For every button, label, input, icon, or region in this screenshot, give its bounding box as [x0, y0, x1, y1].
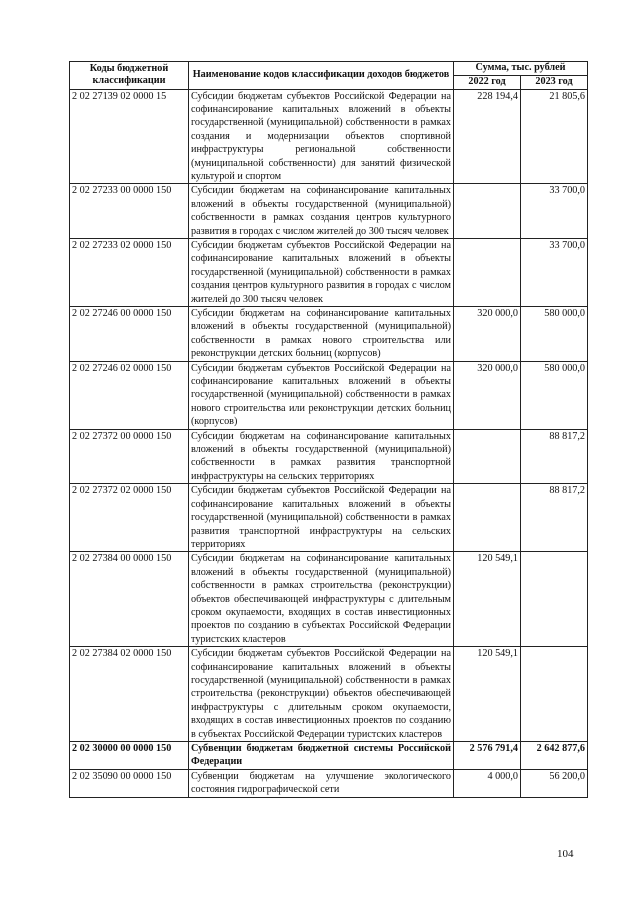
row-sum-2023: 56 200,0: [521, 769, 588, 797]
row-code: 2 02 27139 02 0000 15: [70, 89, 189, 184]
budget-table: [69, 61, 588, 798]
row-sum-2022: [454, 184, 521, 239]
row-name: Субсидии бюджетам на софинансирование капитальных вложений в объекты государственной (муниципальной) собственности в рамках развития транспортной инфраструктуры на сельских территориях: [189, 429, 454, 484]
row-name: Субсидии бюджетам на софинансирование капитальных вложений в объекты государственной (муниципальной) собственности в рамках создания центров культурного развития в городах с числом жителей до 300 тысяч человек: [189, 184, 454, 239]
table-row: [70, 769, 588, 797]
header-code: Коды бюджетной классификации: [70, 62, 189, 90]
row-code: 2 02 27246 00 0000 150: [70, 307, 189, 362]
row-sum-2022: 120 549,1: [454, 552, 521, 647]
row-sum-2022: [454, 238, 521, 306]
table-row: [70, 238, 588, 306]
row-code: 2 02 27384 02 0000 150: [70, 647, 189, 742]
row-sum-2023: 88 817,2: [521, 484, 588, 552]
row-sum-2023: 33 700,0: [521, 184, 588, 239]
row-name: Субсидии бюджетам на софинансирование капитальных вложений в объекты государственной (муниципальной) собственности в рамках нового строительства или реконструкции детских больниц (корпусов): [189, 307, 454, 362]
table-row: [70, 184, 588, 239]
table-body: [70, 89, 588, 797]
row-sum-2022: 320 000,0: [454, 307, 521, 362]
row-sum-2023: [521, 647, 588, 742]
table-row: [70, 361, 588, 429]
table-row: [70, 552, 588, 647]
table-row: [70, 89, 588, 184]
table-row: [70, 742, 588, 770]
table-row: [70, 484, 588, 552]
row-code: 2 02 27246 02 0000 150: [70, 361, 189, 429]
row-sum-2022: [454, 429, 521, 484]
row-sum-2023: 88 817,2: [521, 429, 588, 484]
row-code: 2 02 27233 00 0000 150: [70, 184, 189, 239]
row-sum-2023: [521, 552, 588, 647]
row-sum-2023: 580 000,0: [521, 361, 588, 429]
row-code: 2 02 27372 00 0000 150: [70, 429, 189, 484]
table-row: [70, 307, 588, 362]
row-name: Субсидии бюджетам субъектов Российской Федерации на софинансирование капитальных вложений в объекты государственной (муниципальной) собственности в рамках нового строительства или реконструкции детских больниц (корпусов): [189, 361, 454, 429]
row-code: 2 02 27372 02 0000 150: [70, 484, 189, 552]
header-sum: Сумма, тыс. рублей: [454, 62, 588, 76]
row-sum-2022: 228 194,4: [454, 89, 521, 184]
row-sum-2023: 21 805,6: [521, 89, 588, 184]
row-sum-2023: 33 700,0: [521, 238, 588, 306]
table-row: [70, 647, 588, 742]
row-name: Субсидии бюджетам субъектов Российской Федерации на софинансирование капитальных вложений в объекты государственной (муниципальной) собственности в рамках создания центров культурного развития в городах с числом жителей до 300 тысяч человек: [189, 238, 454, 306]
row-name: Субсидии бюджетам субъектов Российской Федерации на софинансирование капитальных вложений в объекты государственной (муниципальной) собственности в рамках строительства (реконструкции) объектов обеспечивающей инфраструктуры с длительным сроком окупаемости, входящих в состав инвестиционных проектов по созданию в субъектах Российской Федерации туристских кластеров: [189, 647, 454, 742]
row-name: Субвенции бюджетам бюджетной системы Российской Федерации: [189, 742, 454, 770]
header-year-2023: 2023 год: [521, 76, 588, 90]
row-sum-2022: 120 549,1: [454, 647, 521, 742]
row-sum-2022: 2 576 791,4: [454, 742, 521, 770]
header-name: Наименование кодов классификации доходов бюджетов: [189, 62, 454, 90]
row-name: Субсидии бюджетам субъектов Российской Федерации на софинансирование капитальных вложений в объекты государственной (муниципальной) собственности в рамках развития транспортной инфраструктуры на сельских территориях: [189, 484, 454, 552]
page-number: 104: [557, 848, 574, 860]
row-sum-2023: 580 000,0: [521, 307, 588, 362]
header-year-2022: 2022 год: [454, 76, 521, 90]
row-code: 2 02 35090 00 0000 150: [70, 769, 189, 797]
row-sum-2022: 4 000,0: [454, 769, 521, 797]
row-sum-2023: 2 642 877,6: [521, 742, 588, 770]
row-name: Субсидии бюджетам на софинансирование капитальных вложений в объекты государственной (муниципальной) собственности в рамках строительства (реконструкции) объектов обеспечивающей инфраструктуры с длительным сроком окупаемости, входящих в состав инвестиционных проектов по созданию в субъектах Российской Федерации туристских кластеров: [189, 552, 454, 647]
row-sum-2022: 320 000,0: [454, 361, 521, 429]
row-code: 2 02 30000 00 0000 150: [70, 742, 189, 770]
row-name: Субвенции бюджетам на улучшение экологического состояния гидрографической сети: [189, 769, 454, 797]
row-name: Субсидии бюджетам субъектов Российской Федерации на софинансирование капитальных вложений в объекты государственной (муниципальной) собственности в рамках создания и модернизации объектов спортивной инфраструктуры региональной собственности (муниципальной собственности) для занятий физической культурой и спортом: [189, 89, 454, 184]
row-sum-2022: [454, 484, 521, 552]
row-code: 2 02 27233 02 0000 150: [70, 238, 189, 306]
table-row: [70, 429, 588, 484]
row-code: 2 02 27384 00 0000 150: [70, 552, 189, 647]
table-header: [70, 62, 588, 90]
